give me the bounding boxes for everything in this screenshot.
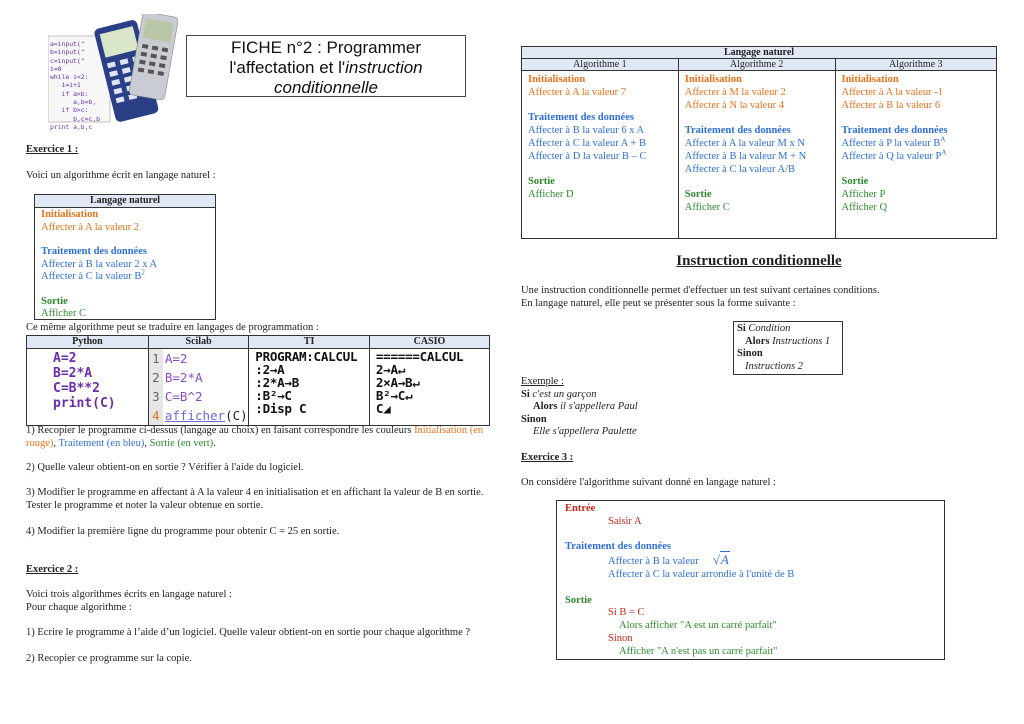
casio-line: 2→A↵ [375,362,406,377]
ex1-proc-line-2-text: Affecter à C la valeur B [41,271,142,282]
python-code [27,349,149,426]
ti-line: :B²→C [255,388,292,403]
ex1-proc-line-1: Affecter à B la valeur 2 x A [41,258,158,270]
casio-line: ======CALCUL [375,349,464,364]
ex2-heading: Exercice 2 : [26,564,79,575]
col-casio: CASIO [369,336,489,349]
ex3-proc-line-1 [565,554,936,569]
title-line-2-plain: l'affectation et l' [229,58,346,77]
scilab-line [149,387,248,406]
algo-1-out-line: Afficher D [528,189,574,201]
ex1-proc-label: Traitement des données [41,246,147,257]
logo-code: a=input(" b=input(" c=input(" i=0 while i<2: i=i+1 if a>b: a,b=b, if b>c: b,c=c,b print a,b,c [50,40,101,131]
ex1-question-4: 4) Modifier la première ligne du programme pour obtenir C = 25 en sortie. [26,526,340,537]
title-line-2 [187,58,465,78]
algo-2-init-line: Affecter à M la valeur 2 [684,86,786,98]
ex3-proc: Traitement des données [565,541,671,553]
ex1-intro: Voici un algorithme écrit en langage naturel : [26,170,216,181]
scilab-line-code: C=B^2 [164,389,203,404]
ex3-si: Si B = C [608,607,645,619]
ti-line: :Disp C [255,401,307,416]
scilab-line-number: 3 [149,387,163,406]
col-ti: TI [249,336,370,349]
ti-line: PROGRAM:CALCUL [255,349,358,364]
algo-2-cell [678,71,835,239]
ex1-heading: Exercice 1 : [26,144,79,155]
ex1-init-label: Initialisation [41,209,99,220]
algo-2-init-line: Affecter à N la valeur 4 [684,99,784,111]
title-line-1: FICHE n°2 : Programmer [230,38,422,57]
python-line: print(C) [53,396,116,411]
col-algo-1: Algorithme 1 [522,59,679,71]
algo-3-out-line: Afficher Q [841,201,888,213]
ex2-intro-2: Pour chaque algorithme : [26,602,132,613]
title-line-3: conditionnelle [274,78,378,97]
algo-3-init-line: Affecter à B la valeur 6 [841,99,941,111]
algo-3-proc: Traitement des données [841,125,948,137]
ti-code [249,349,370,426]
algo-3-init-line: Affecter à A la valeur -1 [841,86,944,98]
ex3-p1-sqrt-arg: A [720,552,729,568]
cond-example [521,376,638,439]
ex1-question-3a: 3) Modifier le programme en affectant à A la valeur 4 en initialisation et en affichant la valeur de B en sortie. [26,487,484,498]
ex1-question-3b: Tester le programme et noter la valeur obtenue en sortie. [26,500,264,511]
algo-3-proc-line [841,135,991,151]
q1-end: . [213,438,216,449]
algo-1-proc-line: Affecter à C la valeur A + B [528,137,646,149]
algos-header: Langage naturel [522,47,997,59]
ex3-alors: Alors afficher "A est un carré parfait" [619,620,777,632]
algo-3-out-line: Afficher P [841,189,886,201]
ex1-init-line: Affecter à A la valeur 2 [41,221,140,233]
scilab-code [148,349,248,426]
col-algo-2: Algorithme 2 [678,59,835,71]
algo-1-cell [522,71,679,239]
casio-line: B²→C↵ [375,388,413,403]
algo-3-p1-sup: A [940,135,946,144]
ex3-proc-line-2: Affecter à C la valeur arrondie à l'unité de B [608,568,795,580]
ex2-intro: Voici trois algorithmes écrits en langage naturel : [26,589,232,600]
algo-3-out: Sortie [841,176,869,188]
ex1-question-2: 2) Quelle valeur obtient-on en sortie ? Vérifier à l'aide du logiciel. [26,462,304,473]
ex3-out: Sortie [565,594,592,606]
algo-1-init: Initialisation [528,74,586,85]
scilab-line-arg: (C) [225,408,248,423]
algo-1-init-line: Affecter à A la valeur 7 [528,86,627,98]
scilab-line-code: afficher [164,408,226,423]
algo-3-p1-text: Affecter à P la valeur B [841,137,941,149]
example-si-line [521,389,638,402]
example-sinon-text: Elle s'appellera Paulette [533,426,637,438]
ex2-algorithms-table [521,46,997,239]
col-python: Python [27,336,149,349]
casio-line: 2×A→B↵ [375,375,420,390]
cond-alors-line [737,336,839,349]
ex3-sinon: Sinon [608,632,633,644]
cond-alors-text: Instructions 1 [772,335,831,347]
algo-1-out: Sortie [528,176,555,188]
example-alors-line [521,401,638,414]
algo-2-proc-line: Affecter à B la valeur M + N [684,150,807,162]
algo-2-init: Initialisation [684,74,742,85]
algo-3-p2-text: Affecter à Q la valeur P [841,150,942,162]
ex3-sinon-line: Afficher "A n'est pas un carré parfait" [619,645,778,657]
example-sinon: Sinon [521,413,547,425]
casio-code [369,349,489,426]
ex1-box-header: Langage naturel [35,195,215,208]
algo-2-proc-line: Affecter à A la valeur M x N [684,137,805,149]
algo-2-proc-line: Affecter à C la valeur A/B [684,163,796,175]
algo-2-out: Sortie [684,189,712,201]
python-line: B=2*A [53,366,93,381]
title-line-2-italic: instruction [345,58,423,77]
ex1-translate: Ce même algorithme peut se traduire en langages de programmation : [26,322,319,333]
cond-alors: Alors [745,335,770,347]
ti-line: :2*A→B [255,375,299,390]
scilab-line [149,349,248,368]
example-alors: Alors [533,401,558,413]
algo-2-proc: Traitement des données [684,125,791,137]
algo-3-p2-sup: A [941,148,947,157]
ex3-p1-text: Affecter à B la valeur [608,556,699,568]
ex2-question-1: 1) Ecrire le programme à l’aide d’un logiciel. Quelle valeur obtient-on en sortie pour chaque algorithme ? [26,627,471,638]
ex1-proc-line-2 [41,268,209,284]
ex1-proc-line-2-sup: 2 [141,268,145,277]
page-title [186,35,466,97]
ex1-natural-language-box [34,194,216,320]
ex1-programs-table [26,335,490,426]
cond-si-line [737,323,839,336]
q1-proc: Traitement (en bleu) [58,438,145,449]
algo-3-proc-line [841,148,991,164]
algo-2-out-line: Afficher C [684,201,730,213]
sqrt-icon: √A [712,552,729,568]
ex3-heading: Exercice 3 : [521,452,574,463]
ex3-entree: Entrée [565,503,596,514]
ex3-saisir: Saisir A [608,515,642,527]
example-si: Si [521,388,530,400]
ex1-question-1 [26,424,506,450]
cond-syntax-box [733,321,843,375]
q1-sep-2: , [144,438,150,449]
q1-text: 1) Recopier le programme ci-dessus (langage au choix) en faisant correspondre les couleurs [26,425,415,436]
q1-sep: , [53,438,59,449]
example-alors-text: il s'appellera Paul [560,401,638,413]
scilab-line-code: B=2*A [164,370,203,385]
cond-sinon-text: Instructions 2 [745,360,804,372]
algo-3-init: Initialisation [841,74,899,85]
scilab-line-code: A=2 [164,351,188,366]
example-si-text: c'est un garçon [532,388,597,400]
algo-3-cell [835,71,997,239]
cond-si: Si [737,323,746,334]
example-label: Exemple : [521,376,564,387]
ex3-algorithm-box [556,500,945,660]
algo-1-proc: Traitement des données [528,112,634,124]
col-algo-3: Algorithme 3 [835,59,997,71]
cond-sinon: Sinon [737,348,763,360]
algo-1-proc-line: Affecter à B la valeur 6 x A [528,125,645,137]
ex1-out-label: Sortie [41,295,68,307]
scilab-line [149,368,248,387]
scilab-line-number: 4 [149,406,163,425]
cond-si-text: Condition [748,323,791,334]
scilab-line [149,406,248,425]
cond-paragraph-1: Une instruction conditionnelle permet d'effectuer un test suivant certaines conditions. [521,285,880,296]
cond-heading: Instruction conditionnelle [676,253,842,269]
python-line: C=B**2 [53,381,100,396]
python-line: A=2 [53,351,77,366]
algo-1-proc-line: Affecter à D la valeur B – C [528,150,647,162]
q1-out: Sortie (en vert) [149,438,214,449]
casio-line: C◢ [375,401,391,416]
scilab-line-number: 2 [149,368,163,387]
ex2-question-2: 2) Recopier ce programme sur la copie. [26,653,192,664]
ex1-out-line: Afficher C [41,308,86,319]
ex3-intro: On considère l'algorithme suivant donné en langage naturel : [521,477,776,488]
cond-paragraph-2: En langage naturel, elle peut se présenter sous la forme suivante : [521,298,796,309]
scilab-line-number: 1 [149,349,163,368]
q1-init: Initialisation (en rouge) [26,425,484,449]
col-scilab: Scilab [148,336,248,349]
ti-line: :2→A [255,362,285,377]
